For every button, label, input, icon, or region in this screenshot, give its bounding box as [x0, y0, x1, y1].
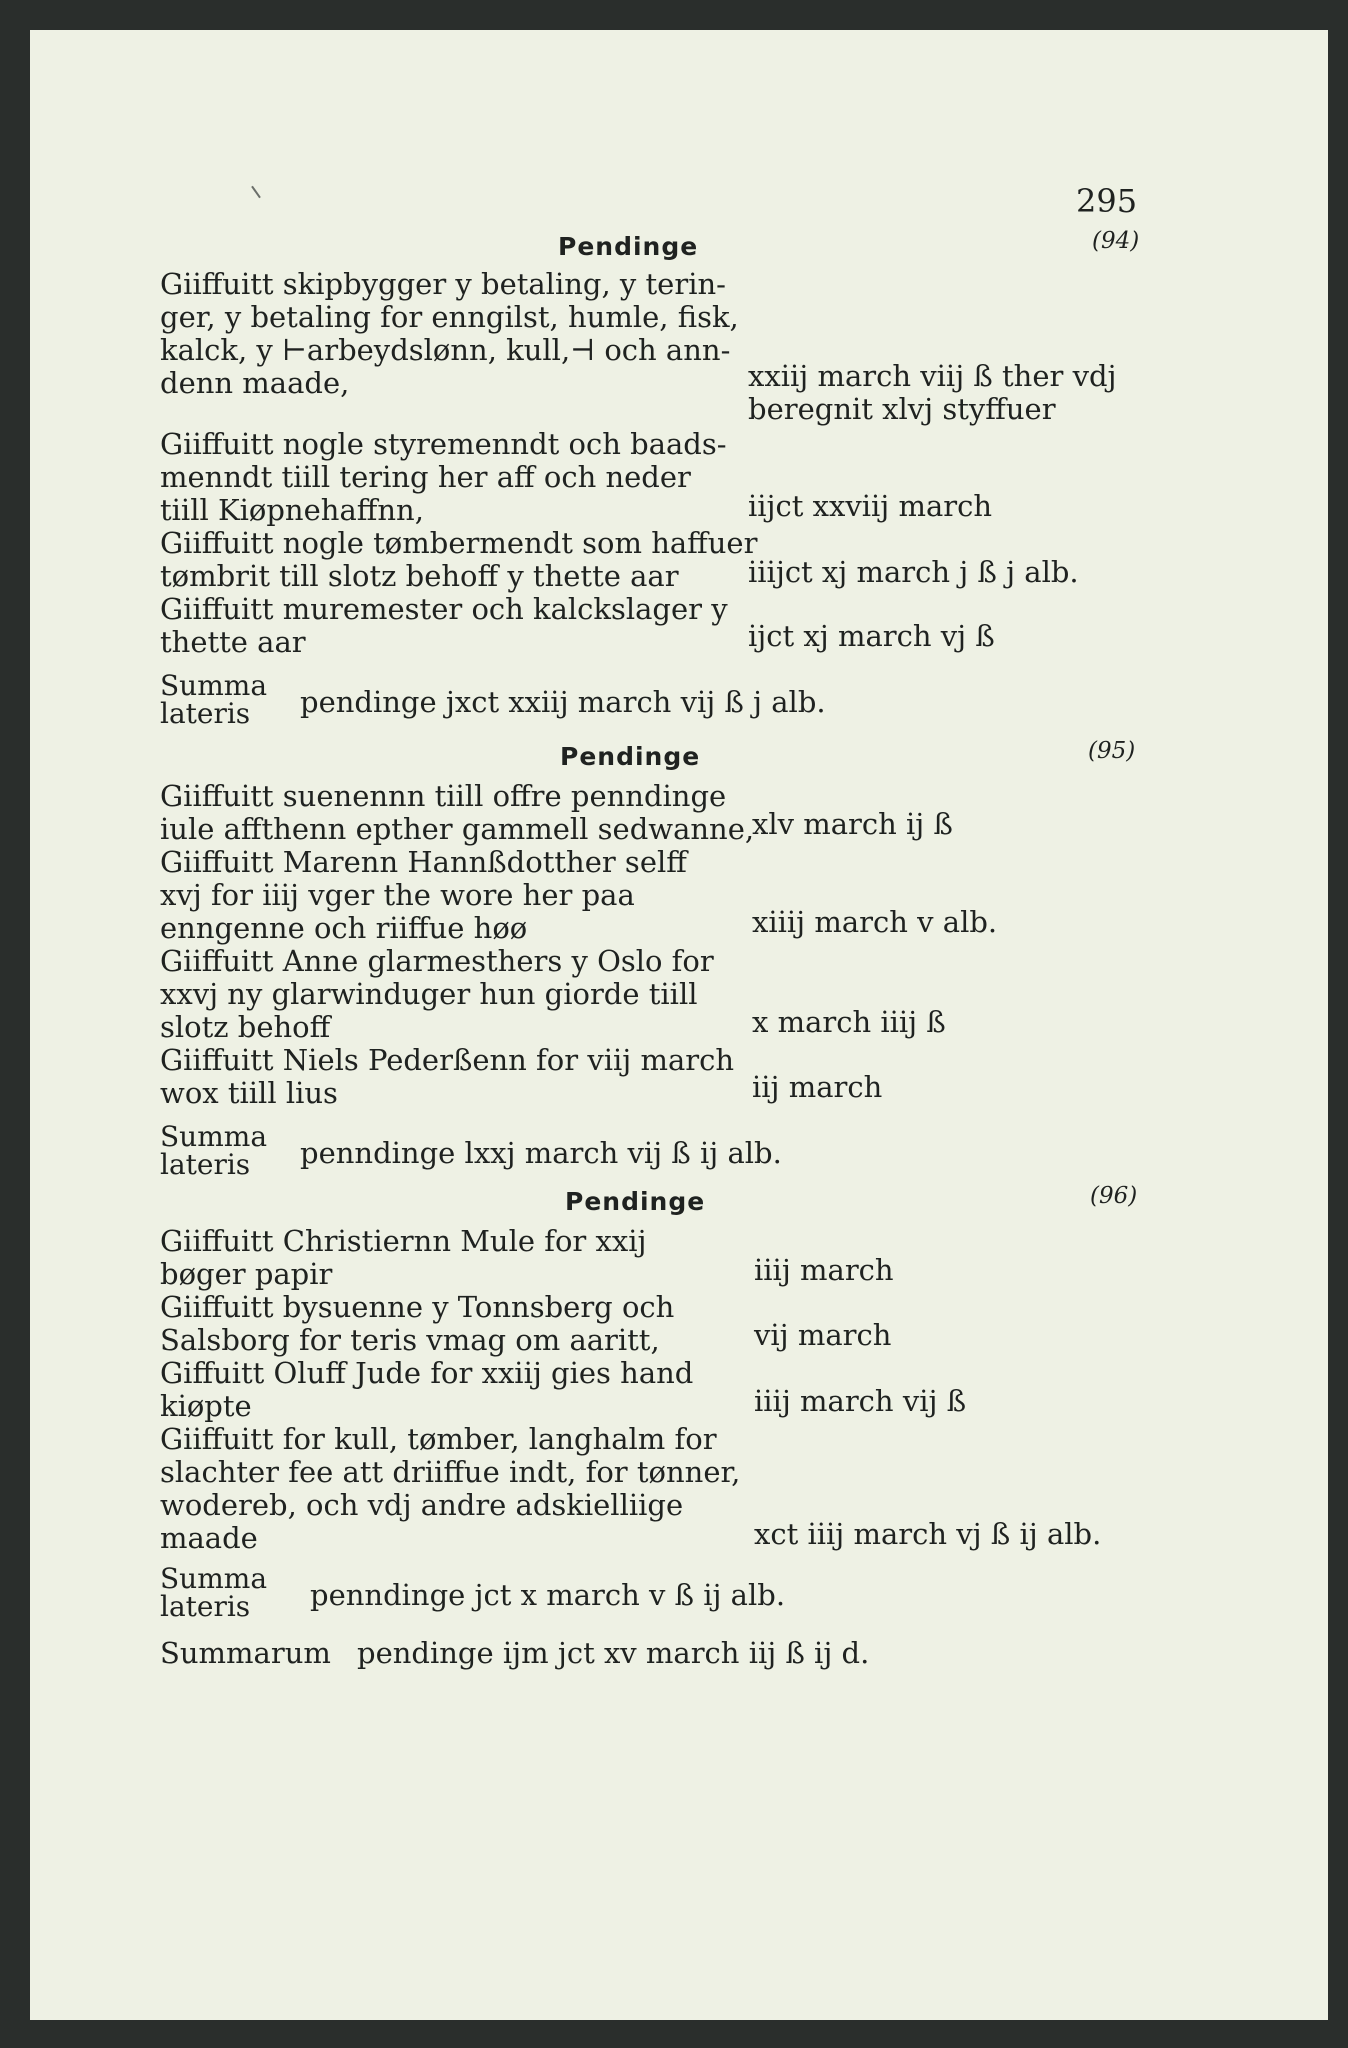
entry-text-line: kalck, y ⊢arbeydslønn, kull,⊣ och ann-: [160, 333, 731, 367]
summa-label: lateris: [160, 1590, 251, 1623]
entry-text-line: bøger papir: [160, 1257, 333, 1291]
summa-text: penndinge jct x march v ß ij alb.: [310, 1578, 786, 1612]
entry-text-line: thette aar: [160, 625, 306, 659]
section-heading: Pendinge: [558, 232, 699, 261]
entry-text-line: iule affthenn epther gammell sedwanne,: [160, 812, 755, 846]
entry-amount: x march iiij ß: [752, 1005, 946, 1039]
entry-text-line: Giiffuitt nogle tømbermendt som haffuer: [160, 526, 758, 560]
entry-amount: iiij march vij ß: [754, 1384, 967, 1418]
entry-amount: iijct xxviij march: [748, 489, 993, 523]
summarum-text: pendinge ijm jct xv march iij ß ij d.: [357, 1636, 870, 1670]
summarum-label: Summarum: [160, 1636, 331, 1670]
summa-label: lateris: [160, 697, 251, 730]
entry-text-line: slotz behoff: [160, 1010, 331, 1044]
summa-text: penndinge lxxj march vij ß ij alb.: [300, 1136, 782, 1170]
entry-text-line: Giiffuitt suenennn tiill offre penndinge: [160, 779, 727, 813]
section-marker: (96): [1090, 1183, 1138, 1209]
entry-text-line: Giiffuitt for kull, tømber, langhalm for: [160, 1422, 717, 1456]
entry-text-line: menndt tiill tering her aff och neder: [160, 460, 691, 494]
entry-text-line: Giiffuitt muremester och kalckslager y: [160, 592, 728, 626]
entry-text-line: ger, y betaling for enngilst, humle, fisk,: [160, 300, 739, 334]
entry-amount: xlv march ij ß: [752, 807, 953, 841]
document-page: [30, 30, 1328, 2020]
entry-text-line: slachter fee att driiffue indt, for tønner,: [160, 1455, 741, 1489]
entry-text-line: Giiffuitt skipbygger y betaling, y terin-: [160, 267, 726, 301]
entry-amount: xct iiij march vj ß ij alb.: [754, 1517, 1102, 1551]
entry-text-line: tiill Kiøpnehaffnn,: [160, 493, 424, 527]
summa-label: Summa: [160, 669, 268, 702]
entry-text-line: xvj for iiij vger the wore her paa: [160, 878, 635, 912]
entry-amount: ijct xj march vj ß: [748, 619, 995, 653]
entry-text-line: wox tiill lius: [160, 1076, 338, 1110]
entry-text-line: Giiffuitt Anne glarmesthers y Oslo for: [160, 944, 714, 978]
entry-amount: iij march: [752, 1070, 883, 1104]
entry-amount: xiiij march v alb.: [752, 905, 998, 939]
entry-text-line: enngenne och riiffue høø: [160, 911, 528, 945]
entry-text-line: denn maade,: [160, 366, 350, 400]
summa-text: pendinge jxct xxiij march vij ß j alb.: [300, 685, 826, 719]
entry-text-line: Salsborg for teris vmag om aaritt,: [160, 1323, 660, 1357]
entry-text-line: xxvj ny glarwinduger hun giorde tiill: [160, 977, 698, 1011]
entry-text-line: Giiffuitt nogle styremenndt och baads-: [160, 427, 727, 461]
section-marker: (95): [1088, 738, 1136, 764]
entry-amount: beregnit xlvj styffuer: [748, 392, 1056, 426]
entry-text-line: kiøpte: [160, 1389, 252, 1423]
summa-label: Summa: [160, 1120, 268, 1153]
entry-amount: vij march: [754, 1318, 892, 1352]
section-heading: Pendinge: [565, 1187, 706, 1216]
entry-text-line: Giiffuitt Marenn Hannßdotther selff: [160, 845, 687, 879]
summa-label: Summa: [160, 1562, 268, 1595]
entry-text-line: wodereb, och vdj andre adskielliige: [160, 1488, 684, 1522]
section-heading: Pendinge: [560, 742, 701, 771]
section-marker: (94): [1092, 228, 1140, 254]
entry-text-line: maade: [160, 1521, 258, 1555]
entry-text-line: Giiffuitt Christiernn Mule for xxij: [160, 1224, 647, 1258]
summa-label: lateris: [160, 1148, 251, 1181]
entry-amount: xxiij march viij ß ther vdj: [748, 359, 1117, 393]
entry-amount: iiij march: [754, 1253, 894, 1287]
entry-text-line: Giiffuitt bysuenne y Tonnsberg och: [160, 1290, 675, 1324]
entry-text-line: Giffuitt Oluff Jude for xxiij gies hand: [160, 1356, 694, 1390]
page-number: 295: [1076, 182, 1138, 220]
entry-amount: iiijct xj march j ß j alb.: [748, 555, 1079, 589]
entry-text-line: tømbrit till slotz behoff y thette aar: [160, 559, 679, 593]
entry-text-line: Giiffuitt Niels Pederßenn for viij march: [160, 1043, 735, 1077]
stray-mark: [251, 186, 261, 199]
